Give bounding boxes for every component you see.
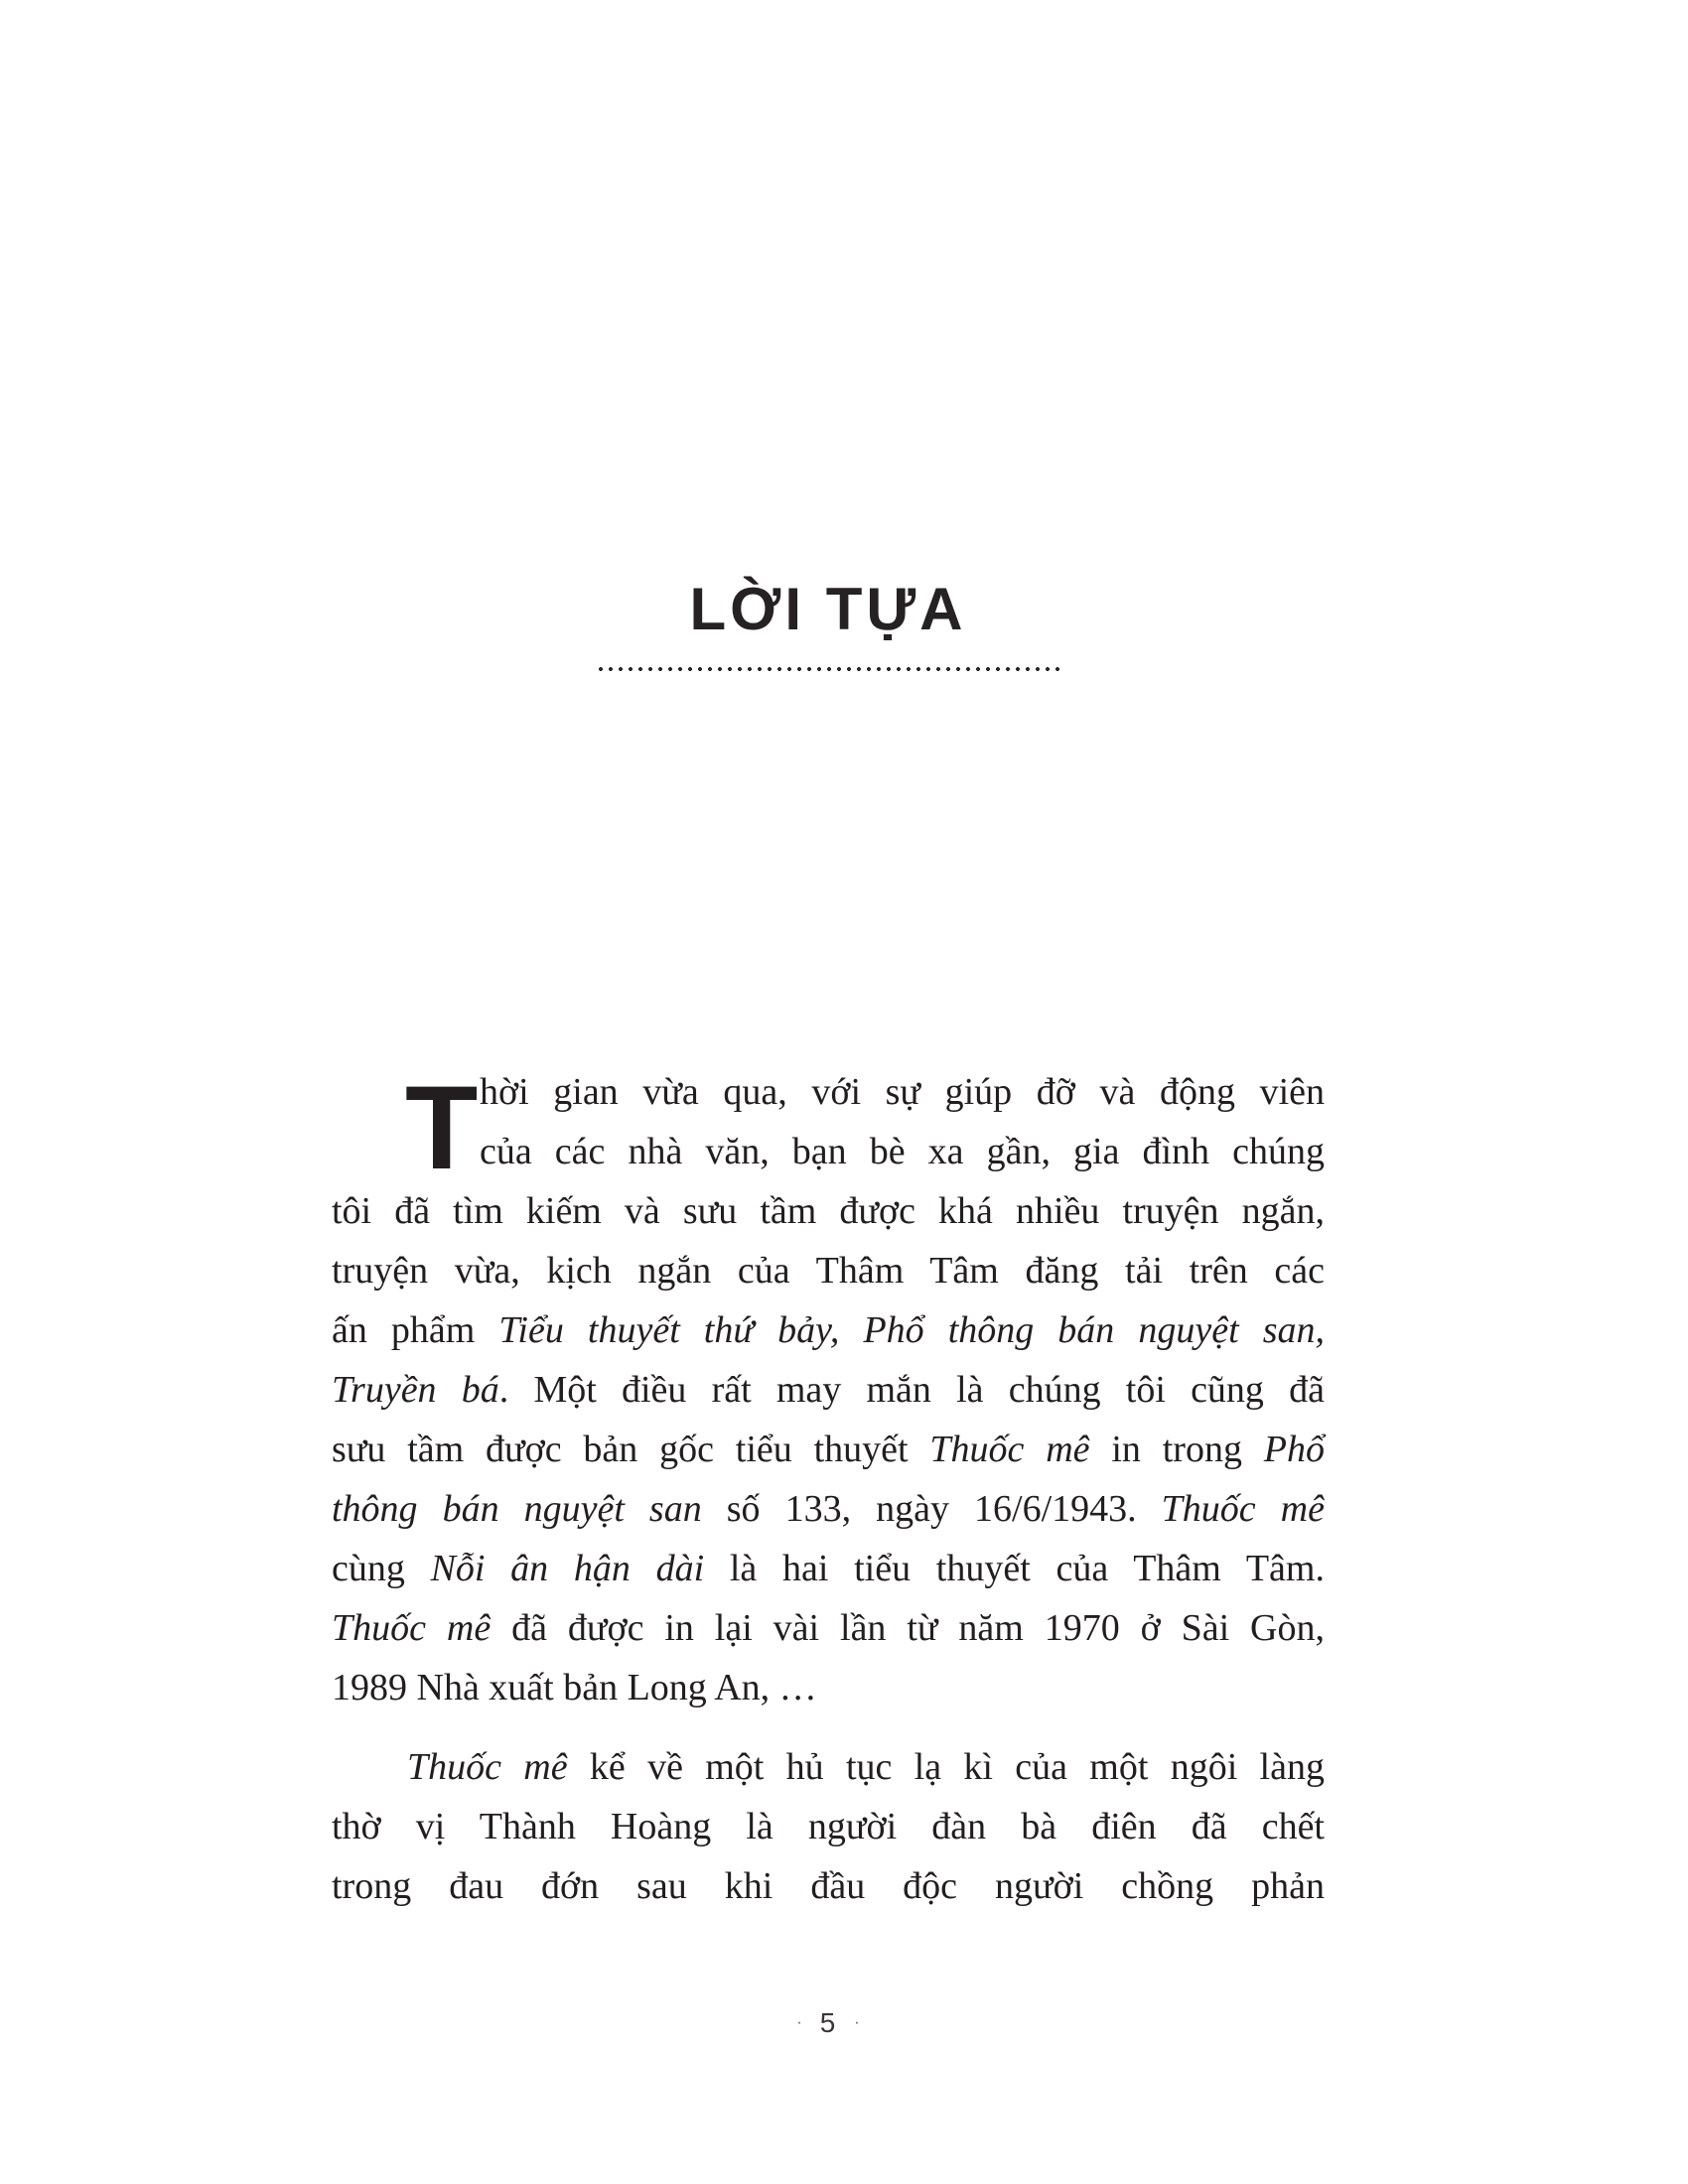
paragraph [332,1062,1325,1717]
text-line [332,1539,1325,1598]
italic-run: Thuốc mê [1161,1488,1325,1530]
paragraph [332,1737,1325,1916]
italic-run: Tiểu thuyết thứ bảy, Phổ thông bán nguyệt san, [498,1309,1325,1351]
text-run: in trong [1089,1429,1264,1470]
text-run: trong đau đớn sau khi đầu độc người chồng phản [332,1865,1325,1907]
text-line [332,1420,1325,1479]
text-line [332,1598,1325,1658]
text-run: của các nhà văn, bạn bè xa gần, gia đình chúng [480,1131,1325,1172]
text-line [332,1658,1325,1717]
text-line [332,1479,1325,1539]
italic-run: Thuốc mê [332,1607,492,1649]
text-run: ấn phẩm [332,1309,499,1351]
italic-run: Thuốc mê [929,1429,1090,1470]
text-line [332,1181,1325,1241]
italic-run: Thuốc mê [407,1746,568,1788]
text-run: thờ vị Thành Hoàng là người đàn bà điên đã chết [332,1806,1325,1847]
text-run: là hai tiểu thuyết của Thâm Tâm. [704,1548,1325,1589]
body-text [332,1062,1325,1916]
text-line [332,1797,1325,1856]
page-number-dot-left: · [796,2014,802,2031]
page-number [332,2007,1325,2039]
text-run: đã được in lại vài lần từ năm 1970 ở Sài Gòn, [491,1607,1326,1649]
text-line [332,1062,1325,1122]
page-title: LỜI TỰA [689,576,967,642]
text-line [332,1737,1325,1797]
text-line [332,1241,1325,1300]
text-line [332,1300,1325,1360]
text-run: 1989 Nhà xuất bản Long An, … [332,1667,817,1708]
italic-run: Phổ [1263,1429,1325,1470]
italic-run: Truyền bá [332,1369,499,1411]
text-run: cùng [332,1548,431,1589]
text-run: tôi đã tìm kiếm và sưu tầm được khá nhiều truyện ngắn, [332,1190,1325,1232]
page-number-dot-right: · [854,2014,860,2031]
text-run: sưu tầm được bản gốc tiểu thuyết [332,1429,930,1470]
text-run: kể về một hủ tục lạ kì của một ngôi làng [567,1746,1325,1788]
text-run: hời gian vừa qua, với sự giúp đỡ và động viên [480,1071,1325,1113]
italic-run: thông bán nguyệt san [332,1488,702,1530]
text-run: số 133, ngày 16/6/1943. [701,1488,1162,1530]
page-number-value: 5 [819,2007,837,2038]
text-line [332,1122,1325,1181]
drop-cap: T [405,1061,479,1194]
dotted-divider [596,666,1062,672]
text-line [332,1360,1325,1420]
text-run: . Một điều rất may mắn là chúng tôi cũng đã [498,1369,1325,1411]
italic-run: Nỗi ân hận dài [430,1548,705,1589]
text-line [332,1856,1325,1916]
text-run: truyện vừa, kịch ngắn của Thâm Tâm đăng tải trên các [332,1250,1325,1292]
